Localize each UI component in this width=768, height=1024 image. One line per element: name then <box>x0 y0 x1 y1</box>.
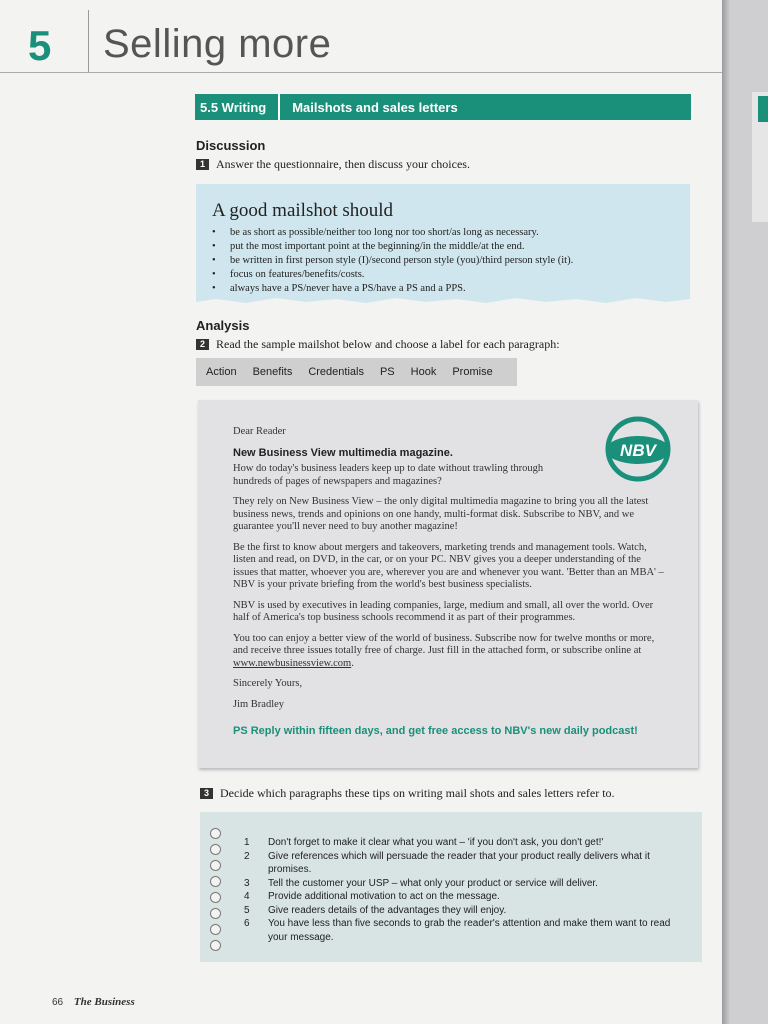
letter-paragraph-hook: How do today's business leaders keep up to date without trawling through hundreds of pages of newspapers and magazines? <box>233 463 544 487</box>
section-title: Mailshots and sales letters <box>292 99 458 115</box>
analysis-instruction-text: Read the sample mailshot below and choose a label for each paragraph: <box>216 337 560 351</box>
discussion-heading: Discussion <box>196 138 266 153</box>
label-option: Promise <box>452 366 493 378</box>
binder-hole-icon <box>210 908 221 919</box>
questionnaire-item: • be written in first person style (I)/second person style (you)/third person style (it). <box>212 254 573 268</box>
letter-signature: Jim Bradley <box>233 698 285 710</box>
exercise-badge-3: 3 <box>200 788 213 799</box>
header-rule <box>0 72 722 73</box>
binder-hole-icon <box>210 940 221 951</box>
label-option: Hook <box>410 366 437 378</box>
tip-item: 6 You have less than five seconds to grab the reader's attention and make them want to read your message. <box>244 918 671 943</box>
section-bar <box>195 94 691 120</box>
subscribe-link[interactable]: www.newbusinessview.com <box>233 657 352 669</box>
letter-ps: PS Reply within fifteen days, and get free access to NBV's new daily podcast! <box>233 725 638 737</box>
tips-instruction-text: Decide which paragraphs these tips on writing mail shots and sales letters refer to. <box>220 786 615 800</box>
binder-hole-icon <box>210 876 221 887</box>
footer-brand: The Business <box>73 996 135 1008</box>
torn-edge <box>196 296 690 304</box>
exercise-badge-2: 2 <box>196 339 209 350</box>
label-option: Benefits <box>252 366 293 378</box>
analysis-heading: Analysis <box>196 318 250 333</box>
tips-notepad <box>200 812 702 962</box>
unit-number: 5 <box>28 22 52 69</box>
tips-instruction <box>200 786 615 801</box>
analysis-instruction <box>196 337 560 352</box>
questionnaire-item: • put the most important point at the beginning/in the middle/at the end. <box>212 240 573 254</box>
tip-item: 3 Tell the customer your USP – what only your product or service will deliver. <box>244 877 598 889</box>
tip-item: 5 Give readers details of the advantages they will enjoy. <box>244 904 507 916</box>
discussion-instruction <box>196 157 470 172</box>
tip-item: 2 Give references which will persuade the reader that your product really delivers what it promises. <box>244 850 650 875</box>
binder-hole-icon <box>210 828 221 839</box>
questionnaire-title: A good mailshot should <box>212 200 394 221</box>
binder-hole-icon <box>210 844 221 855</box>
questionnaire-item: • be as short as possible/neither too long nor too short/as long as necessary. <box>212 226 573 240</box>
label-options-bar <box>196 358 517 386</box>
questionnaire-box <box>196 184 690 298</box>
tip-item: 4 Provide additional motivation to act on the message. <box>244 891 500 902</box>
letter-paragraph-benefits: Be the first to know about mergers and takeovers, marketing trends and management tools. Watch, listen and read, on DVD, in the car, or on your PC. NBV gives you a deeper understanding of the issues that matter, whoever you are, wherever you are and whenever you want. 'Better than an MBA' – NBV is your private briefing from the world's best business specialists. <box>233 541 664 590</box>
label-option: Credentials <box>308 366 364 378</box>
facing-page-edge <box>722 0 768 1024</box>
label-option: Action <box>206 366 237 378</box>
discussion-instruction-text: Answer the questionnaire, then discuss your choices. <box>216 157 470 171</box>
tips-list <box>244 836 684 944</box>
svg-text:NBV: NBV <box>620 441 656 460</box>
letter-paragraph-credentials: NBV is used by executives in leading companies, large, medium and small, all over the world. Over half of America's top business schools recommend it as part of their programmes. <box>233 599 654 623</box>
label-option: PS <box>379 366 395 378</box>
questionnaire-item: • focus on features/benefits/costs. <box>212 268 573 282</box>
binder-hole-icon <box>210 924 221 935</box>
sample-mailshot-letter <box>198 400 698 768</box>
book-spine <box>722 0 730 1024</box>
letter-greeting: Dear Reader <box>233 426 286 437</box>
unit-title: Selling more <box>103 22 332 66</box>
questionnaire-item: • always have a PS/never have a PS/have a PS and a PPS. <box>212 282 573 296</box>
binder-hole-icon <box>210 860 221 871</box>
page-number: 66 <box>52 997 64 1008</box>
letter-paragraph-promise: They rely on New Business View – the only digital multimedia magazine to bring you all the latest business news, trends and opinions on one handy, multi-format disk. Subscribe to NBV, and we guarantee you'll never need to buy another magazine! <box>233 496 649 532</box>
page-footer <box>52 996 135 1008</box>
letter-paragraph-action: You too can enjoy a better view of the world of business. Subscribe now for twelve months or more, and receive three issues totally free of charge. Just fill in the attached form, or subscribe online at www.newbusinessview.com. <box>233 632 655 669</box>
facing-page-tab <box>758 96 768 122</box>
tip-item: 1 Don't forget to make it clear what you want – 'if you don't ask, you don't get!' <box>244 837 604 848</box>
letter-body <box>233 426 668 746</box>
exercise-badge-1: 1 <box>196 159 209 170</box>
letter-closing: Sincerely Yours, <box>233 678 303 689</box>
questionnaire-list <box>212 226 573 296</box>
binder-hole-icon <box>210 892 221 903</box>
letter-title: New Business View multimedia magazine. <box>233 446 453 459</box>
unit-divider <box>88 10 89 72</box>
section-number: 5.5 Writing <box>195 94 280 120</box>
